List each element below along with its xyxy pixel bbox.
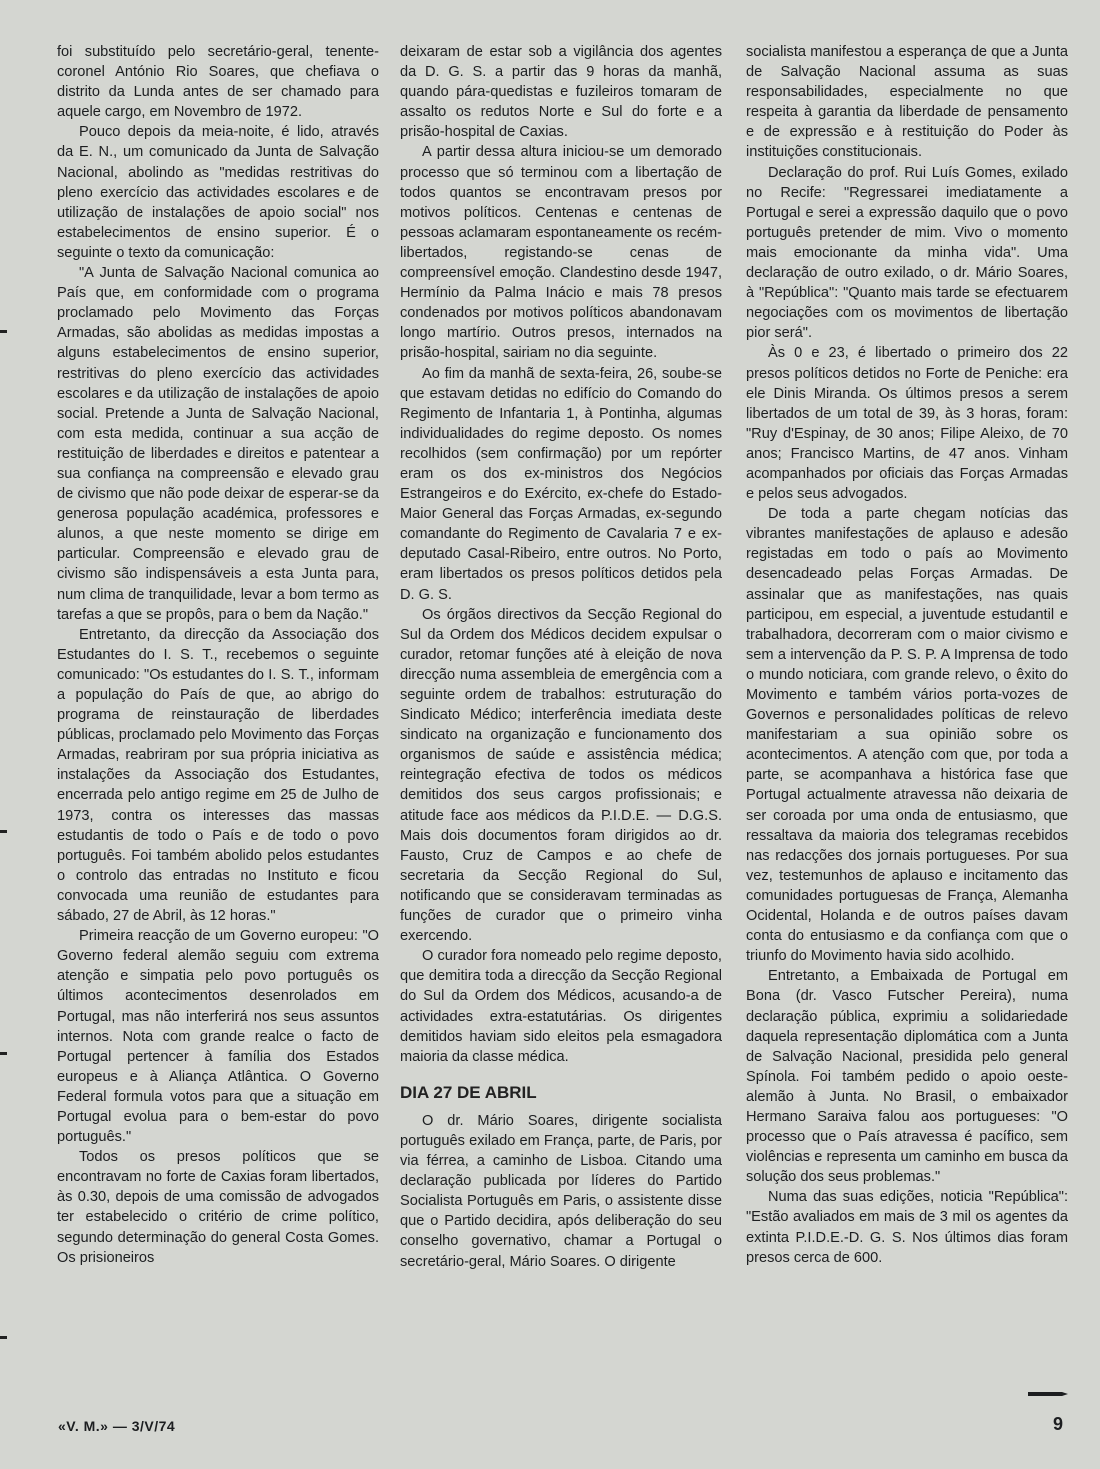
paragraph: Ao fim da manhã de sexta-feira, 26, soube-se que estavam detidas no edifício do Comando do Regimento de Infantaria 1, à Pontinha, algumas individualidades do regime deposto. Os nomes recolhidos (sem confirmação) por um repórter eram os dos ex-ministros dos Negócios Estrangeiros e do Exército, ex-chefe do Estado-Maior General das Forças Armadas, ex-segundo comandante do Regimento de Cavalaria 7 e ex-deputado Casal-Ribeiro, entre outros. No Porto, eram libertados os presos políticos detidos pela D. G. S. (400, 365, 722, 603)
text-column-2 (400, 42, 722, 1272)
paragraph: Entretanto, a Embaixada de Portugal em Bona (dr. Vasco Futscher Pereira), numa declaração pública, exprimiu a solidariedade daquela representação diplomática com a Junta de Salvação Nacional, presidida pelo general Spínola. Foi também pedido o apoio oeste-alemão à Junta. No Brasil, o embaixador Hermano Saraiva falou aos portugueses: "O processo que o País atravessa é pacífico, sem violências e representa um caminho em busca da solução dos seus problemas." (746, 968, 1068, 1186)
paragraph: Numa das suas edições, noticia "República": "Estão avaliados em mais de 3 mil os agentes da extinta P.I.D.E.-D. G. S. Nos últimos dias foram presos cerca de 600. (746, 1189, 1068, 1266)
paragraph: Os órgãos directivos da Secção Regional do Sul da Ordem dos Médicos decidem expulsar o curador, retomar funções até à eleição de nova direcção numa assembleia de emergência com a seguinte ordem de trabalhos: estruturação do Sindicato Médico; interferência imediata deste sindicato na organização e funcionamento dos organismos de saúde e assistência médica; reintegração efectiva de todos os médicos demitidos dos seus cargos profissionais; e atitude face aos médicos da P.I.D.E. — D.G.S. Mais dois documentos foram dirigidos ao dr. Fausto, Cruz de Campos e ao chefe de secretaria da Secção Regional do Sul, notificando que se consideravam terminadas as funções de curador que o primeiro vinha exercendo. (400, 606, 722, 945)
paragraph: Todos os presos políticos que se encontravam no forte de Caxias foram libertados, às 0.30, depois de uma comissão de advogados ter estabelecido o critério de crime político, segundo determinação do general Costa Gomes. Os prisioneiros (57, 1149, 379, 1266)
paragraph: De toda a parte chegam notícias das vibrantes manifestações de aplauso e adesão registadas em todo o país ao Movimento desencadeado pelas Forças Armadas. De assinalar que as manifestações, nas quais participou, em especial, a juventude estudantil e trabalhadora, decorreram com o maior civismo e sem a intervenção da P. S. P. A Imprensa de todo o mundo noticiara, com grande relevo, o êxito do Movimento e também vários porta-vozes de Governos e personalidades políticas de relevo manifestariam a sua opinião sobre os acontecimentos. A atenção com que, por toda a parte, se acompanhava a histórica fase que Portugal actualmente atravessa não deixaria de ser coroada por uma onda de entusiasmo, que ressaltava da maioria dos telegramas recebidos nas redacções dos jornais portugueses. Por sua vez, testemunhos de aplauso e incitamento das comunidades portuguesas de França, Alemanha Ocidental, Holanda e de outros países davam conta do entusiasmo e da confiança com que o triunfo do Movimento havia sido acolhido. (746, 506, 1068, 965)
margin-mark (0, 830, 7, 833)
margin-mark (0, 1052, 7, 1055)
margin-mark (0, 1336, 7, 1339)
paragraph: O curador fora nomeado pelo regime deposto, que demitira toda a direcção da Secção Regional do Sul da Ordem dos Médicos, acusando-a de actividades extra-estatutárias. Os dirigentes demitidos haviam sido eleitos pela esmagadora maioria da classe médica. (400, 948, 722, 1065)
margin-mark (0, 330, 7, 333)
footer-source: «V. M.» — 3/V/74 (58, 1418, 176, 1434)
paragraph: O dr. Mário Soares, dirigente socialista português exilado em França, parte, de Paris, por via férrea, a caminho de Lisboa. Citando uma declaração publicada por líderes do Partido Socialista Português em Paris, o assistente disse que o Partido decidira, após deliberação do seu conselho governativo, chamar a Portugal o secretário-geral, Mário Soares. O dirigente (400, 1112, 722, 1270)
paragraph: Às 0 e 23, é libertado o primeiro dos 22 presos políticos detidos no Forte de Peniche: era ele Dinis Miranda. Os últimos presos a serem libertados de um total de 39, às 3 horas, foram: "Ruy d'Espinay, de 30 anos; Filipe Aleixo, de 70 anos; Francisco Martins, de 47 anos. Vinham acompanhados por oficiais das Forças Armadas e pelos seus advogados. (746, 345, 1068, 503)
paragraph: Primeira reacção de um Governo europeu: "O Governo federal alemão seguiu com extrema atenção e simpatia pelo povo português os últimos acontecimentos desenrolados em Portugal, mas não interferirá nos seus assuntos internos. Nota com grande realce o facto de Portugal pertencer à família dos Estados europeus e à Aliança Atlântica. O Governo Federal formula votos para que a situação em Portugal evolua para o bem-estar do povo português." (57, 928, 379, 1146)
paragraph: socialista manifestou a esperança de que a Junta de Salvação Nacional assuma as suas responsabilidades, especialmente no que respeita à garantia da liberdade de pensamento e de expressão e à restituição do Poder às instituições constitucionais. (746, 44, 1068, 161)
text-column-1 (57, 42, 379, 1268)
paragraph: foi substituído pelo secretário-geral, tenente-coronel António Rio Soares, que chefiava o distrito da Lunda antes de ser chamado para aquele cargo, em Novembro de 1972. (57, 44, 379, 121)
text-column-3 (746, 42, 1068, 1268)
section-heading: DIA 27 DE ABRIL (400, 1082, 537, 1102)
paragraph: Declaração do prof. Rui Luís Gomes, exilado no Recife: "Regressarei imediatamente a Portugal e serei a expressão daquilo que o povo português pretender de mim. Vivo o momento mais emocionante da minha vida". Uma declaração de outro exilado, o dr. Mário Soares, à "República": "Quanto mais tarde se efectuarem negociações com os movimentos de libertação pior será". (746, 164, 1068, 342)
paragraph: Entretanto, da direcção da Associação dos Estudantes do I. S. T., recebemos o seguinte comunicado: "Os estudantes do I. S. T., informam a população do País de que, ao abrigo do programa de reinstauração de liberdades públicas, proclamado pelo Movimento das Forças Armadas, reabriram por sua própria iniciativa as instalações da Associação dos Estudantes, encerrada pelo antigo regime em 25 de Julho de 1973, contra os interesses das massas estudantis de todo o País e de todo o povo português. Foi também abolido pelos estudantes o controlo das entradas no Instituto e ficou convocada uma reunião de estudantes para sábado, 27 de Abril, às 12 horas." (57, 626, 379, 925)
paragraph: A partir dessa altura iniciou-se um demorado processo que só terminou com a libertação de todos quantos se encontravam presos por motivos políticos. Centenas e centenas de pessoas aclamaram espontaneamente os recém-libertados, registando-se cenas de compreensível emoção. Clandestino desde 1947, Hermínio da Palma Inácio e mais 78 presos condenados por motivos políticos abandonavam longo martírio. Outros presos, internados na prisão-hospital, sairiam no dia seguinte. (400, 144, 722, 362)
paragraph: "A Junta de Salvação Nacional comunica ao País que, em conformidade com o programa proclamado pelo Movimento das Forças Armadas, são abolidas as medidas impostas a alguns estabelecimentos de ensino superior, restritivas do pleno exercício das actividades escolares e da utilização de instalações de apoio social. Pretende a Junta de Salvação Nacional, com esta medida, continuar a sua acção de restituição de liberdades e direitos e patentear a sua confiança na compreensão e elevado grau de civismo que não pode deixar de esperar-se da generosa população académica, professores e alunos, a que neste momento se dirige em particular. Compreensão e elevado grau de civismo são indispensáveis a esta Junta para, num clima de tranquilidade, levar a bom termo as tarefas a que se propôs, para o bem da Nação." (57, 265, 379, 623)
paragraph: deixaram de estar sob a vigilância dos agentes da D. G. S. a partir das 9 horas da manhã, quando pára-quedistas e fuzileiros tomaram de assalto os redutos Norte e Sul do forte e a prisão-hospital de Caxias. (400, 44, 722, 141)
page-number: 9 (1053, 1414, 1064, 1434)
paragraph: Pouco depois da meia-noite, é lido, através da E. N., um comunicado da Junta de Salvação Nacional, abolindo as "medidas restritivas do pleno exercício das actividades escolares e de utilização de instalações de apoio social" nos estabelecimentos de ensino superior. É o seguinte o texto da comunicação: (57, 124, 379, 261)
end-of-article-icon (1028, 1391, 1068, 1397)
